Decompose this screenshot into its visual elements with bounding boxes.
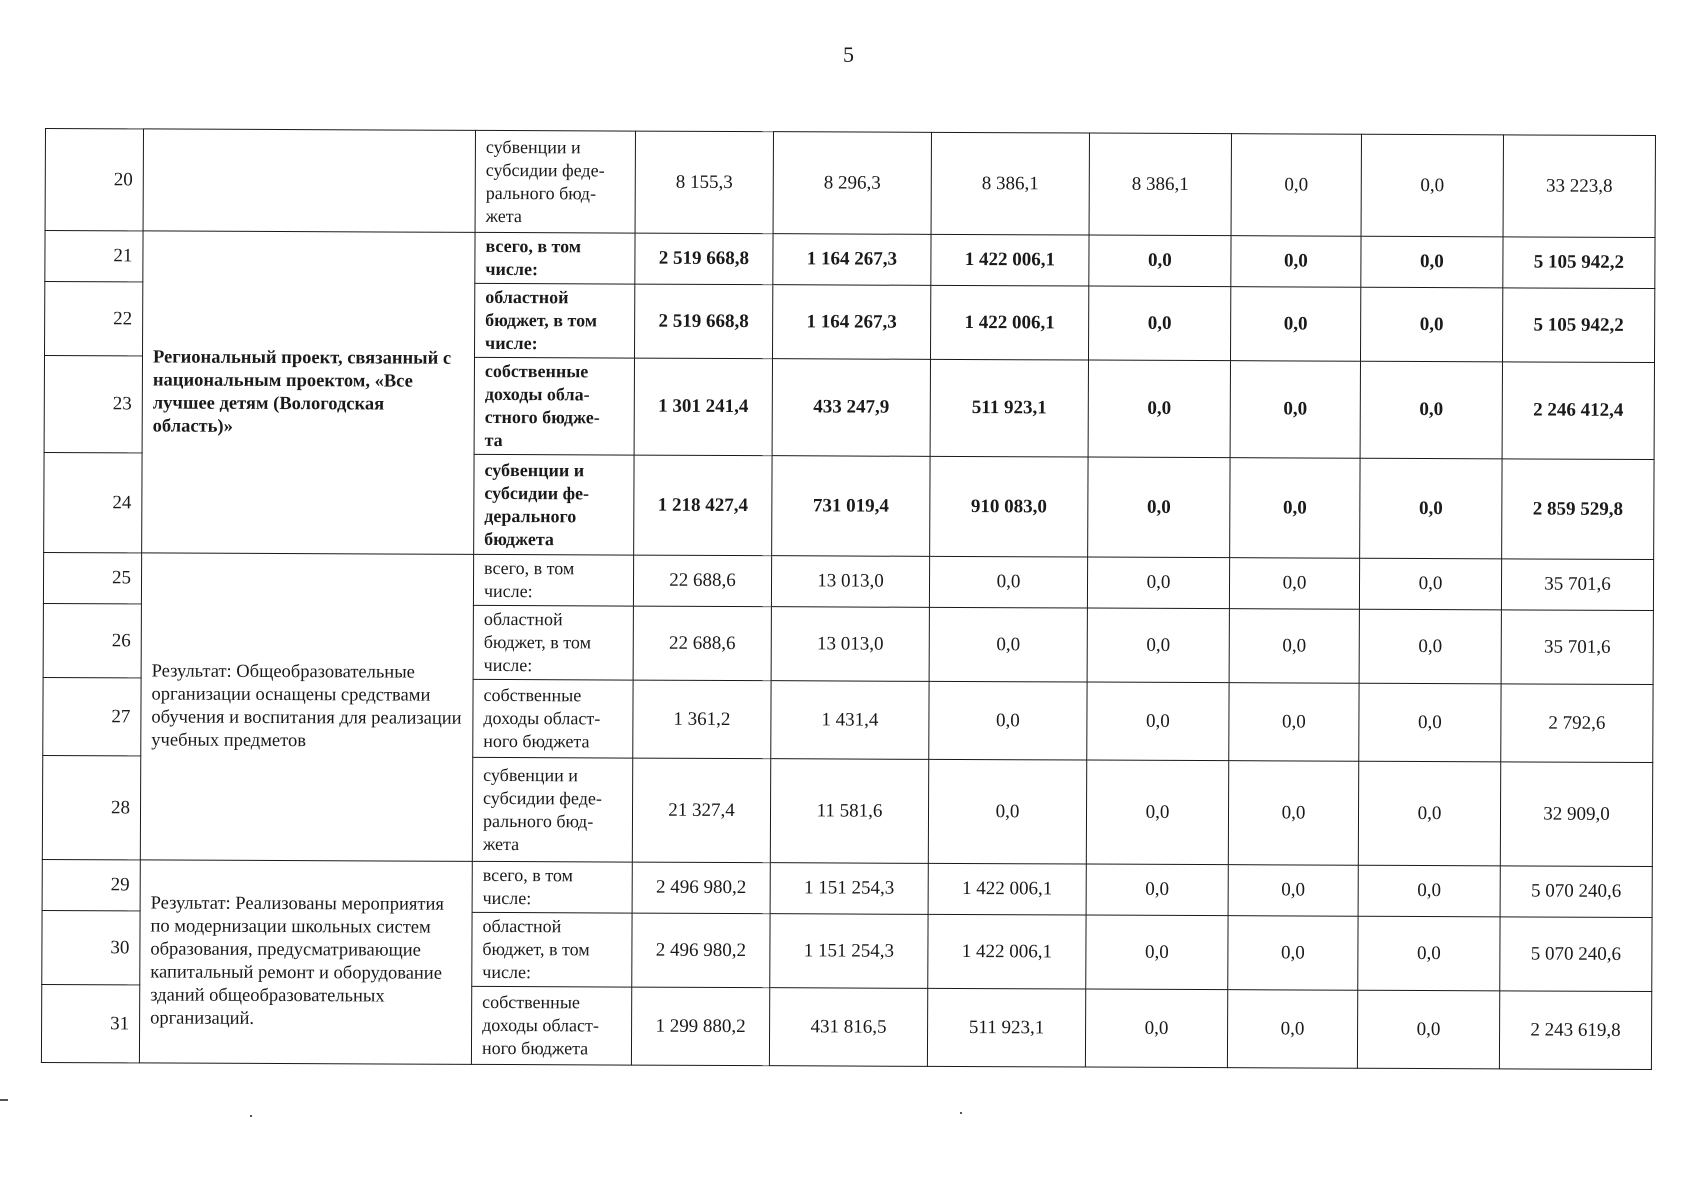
value-cell: 8 386,1	[931, 132, 1089, 235]
value-cell: 1 422 006,1	[930, 285, 1088, 360]
total-cell: 5 070 240,6	[1500, 866, 1652, 918]
value-cell: 0,0	[1359, 683, 1501, 762]
value-cell: 0,0	[1089, 235, 1231, 287]
value-cell: 1 422 006,1	[931, 234, 1089, 286]
source-cell: всего, в том числе:	[472, 861, 632, 913]
row-number: 23	[44, 356, 142, 453]
value-cell: 8 296,3	[773, 132, 931, 235]
value-cell: 22 688,6	[633, 555, 771, 607]
value-cell: 1 422 006,1	[928, 914, 1086, 989]
table-row	[42, 859, 1652, 917]
value-cell: 13 013,0	[771, 556, 929, 608]
table-row	[43, 552, 1653, 610]
scan-dot	[960, 1112, 962, 1114]
value-cell: 511 923,1	[930, 359, 1088, 457]
value-cell: 1 431,4	[771, 681, 929, 760]
value-cell: 0,0	[928, 759, 1086, 864]
total-cell: 2 246 412,4	[1502, 362, 1654, 460]
total-cell: 5 070 240,6	[1500, 917, 1652, 992]
value-cell: 21 327,4	[632, 758, 770, 863]
source-cell: субвенции и субсидии феде- рального бюд- жета	[472, 757, 632, 862]
group-regional-project: Региональный проект, связанный с национальным проектом, «Все лучшее детям (Вологодская область)»	[142, 231, 475, 554]
value-cell: 0,0	[1230, 458, 1360, 559]
page-number: 5	[843, 42, 854, 67]
row-number: 27	[43, 677, 141, 755]
value-cell: 1 422 006,1	[928, 863, 1086, 915]
value-cell: 11 581,6	[770, 759, 928, 864]
value-cell: 0,0	[1358, 916, 1500, 991]
value-cell: 0,0	[929, 607, 1087, 682]
value-cell: 0,0	[1360, 361, 1502, 459]
value-cell: 8 155,3	[635, 131, 773, 234]
value-cell: 2 496 980,2	[632, 862, 770, 914]
source-cell: всего, в том числе:	[475, 232, 635, 284]
source-cell: субвенции и субсидии фе- дерального бюджета	[474, 454, 634, 555]
value-cell: 0,0	[1088, 457, 1230, 558]
group-result-equipment: Результат: Общеобразовательные организации оснащены средствами обучения и воспитания для реализации учебных предметов	[140, 553, 473, 861]
total-cell: 35 701,6	[1501, 610, 1653, 685]
value-cell: 0,0	[1357, 990, 1499, 1069]
row-number: 25	[43, 552, 141, 603]
value-cell: 22 688,6	[633, 606, 771, 681]
value-cell: 1 361,2	[633, 680, 771, 759]
value-cell: 1 218 427,4	[634, 455, 772, 556]
value-cell: 0,0	[1358, 761, 1500, 866]
value-cell: 0,0	[1228, 761, 1358, 866]
value-cell: 8 386,1	[1089, 133, 1231, 236]
value-cell: 1 164 267,3	[773, 234, 931, 286]
value-cell: 0,0	[1088, 360, 1230, 458]
source-cell: областной бюджет, в том числе:	[473, 605, 633, 680]
value-cell: 0,0	[1229, 558, 1359, 610]
scan-dot	[250, 1115, 252, 1117]
value-cell: 0,0	[1359, 609, 1501, 684]
value-cell: 0,0	[1231, 134, 1361, 237]
value-cell: 431 816,5	[769, 988, 927, 1067]
group-result-modernization: Результат: Реализованы мероприятия по модернизации школьных систем образования, предусматривающие капитальный ремонт и оборудование зданий общеобразовательных организаций.	[139, 860, 472, 1064]
value-cell: 0,0	[1088, 286, 1230, 361]
source-cell: областной бюджет, в том числе:	[475, 283, 635, 358]
table-row	[45, 129, 1655, 238]
total-cell: 2 243 619,8	[1499, 991, 1651, 1070]
total-cell: 33 223,8	[1503, 135, 1655, 238]
row-number: 22	[45, 282, 143, 356]
value-cell: 0,0	[1087, 608, 1229, 683]
value-cell: 0,0	[1228, 865, 1358, 917]
row-number: 26	[43, 603, 141, 677]
value-cell: 0,0	[1229, 609, 1359, 684]
value-cell: 0,0	[1228, 916, 1358, 991]
table-row	[45, 231, 1655, 289]
row-number: 21	[45, 231, 143, 282]
row-number: 20	[45, 129, 143, 231]
total-cell: 32 909,0	[1500, 762, 1652, 867]
value-cell: 1 151 254,3	[770, 863, 928, 915]
row-number: 31	[41, 984, 139, 1062]
value-cell: 0,0	[1360, 287, 1502, 362]
group-cell-empty	[143, 129, 475, 232]
row-number: 30	[42, 910, 140, 984]
value-cell: 0,0	[1361, 236, 1503, 288]
value-cell: 0,0	[1085, 989, 1227, 1068]
value-cell: 2 519 668,8	[635, 233, 773, 285]
value-cell: 0,0	[1087, 682, 1229, 761]
value-cell: 0,0	[1086, 864, 1228, 916]
value-cell: 1 164 267,3	[773, 285, 931, 360]
total-cell: 2 792,6	[1501, 684, 1653, 763]
row-number: 29	[42, 859, 140, 910]
total-cell: 2 859 529,8	[1502, 459, 1654, 560]
row-number: 24	[44, 452, 142, 552]
value-cell: 0,0	[1227, 990, 1357, 1069]
scan-mark	[0, 1099, 8, 1101]
value-cell: 2 519 668,8	[635, 284, 773, 359]
value-cell: 0,0	[1361, 134, 1503, 237]
total-cell: 35 701,6	[1501, 559, 1653, 611]
total-cell: 5 105 942,2	[1502, 288, 1654, 363]
value-cell: 0,0	[1360, 458, 1502, 559]
source-cell: собственные доходы област- ного бюджета	[471, 986, 631, 1065]
value-cell: 433 247,9	[772, 359, 930, 457]
budget-table	[41, 128, 1656, 1070]
source-cell: субвенции и субсидии феде- рального бюд- жета	[475, 130, 635, 233]
row-number: 28	[42, 755, 140, 859]
value-cell: 0,0	[1230, 287, 1360, 362]
total-cell: 5 105 942,2	[1503, 237, 1655, 289]
value-cell: 0,0	[1231, 236, 1361, 288]
value-cell: 0,0	[1358, 865, 1500, 917]
value-cell: 910 083,0	[930, 456, 1088, 557]
value-cell: 0,0	[1359, 558, 1501, 610]
source-cell: областной бюджет, в том числе:	[472, 912, 632, 987]
value-cell: 0,0	[1229, 683, 1359, 762]
value-cell: 0,0	[1230, 361, 1360, 459]
value-cell: 0,0	[929, 556, 1087, 608]
source-cell: всего, в том числе:	[473, 554, 633, 606]
source-cell: собственные доходы област- ного бюджета	[473, 679, 633, 758]
value-cell: 0,0	[1086, 760, 1228, 865]
value-cell: 731 019,4	[772, 456, 930, 557]
value-cell: 0,0	[929, 681, 1087, 760]
value-cell: 13 013,0	[771, 607, 929, 682]
value-cell: 1 151 254,3	[770, 914, 928, 989]
value-cell: 1 301 241,4	[634, 358, 772, 456]
value-cell: 0,0	[1087, 557, 1229, 609]
value-cell: 0,0	[1086, 915, 1228, 990]
source-cell: собственные доходы обла- стного бюдже- та	[474, 357, 634, 455]
value-cell: 1 299 880,2	[631, 987, 769, 1066]
value-cell: 511 923,1	[927, 988, 1085, 1067]
value-cell: 2 496 980,2	[632, 913, 770, 988]
